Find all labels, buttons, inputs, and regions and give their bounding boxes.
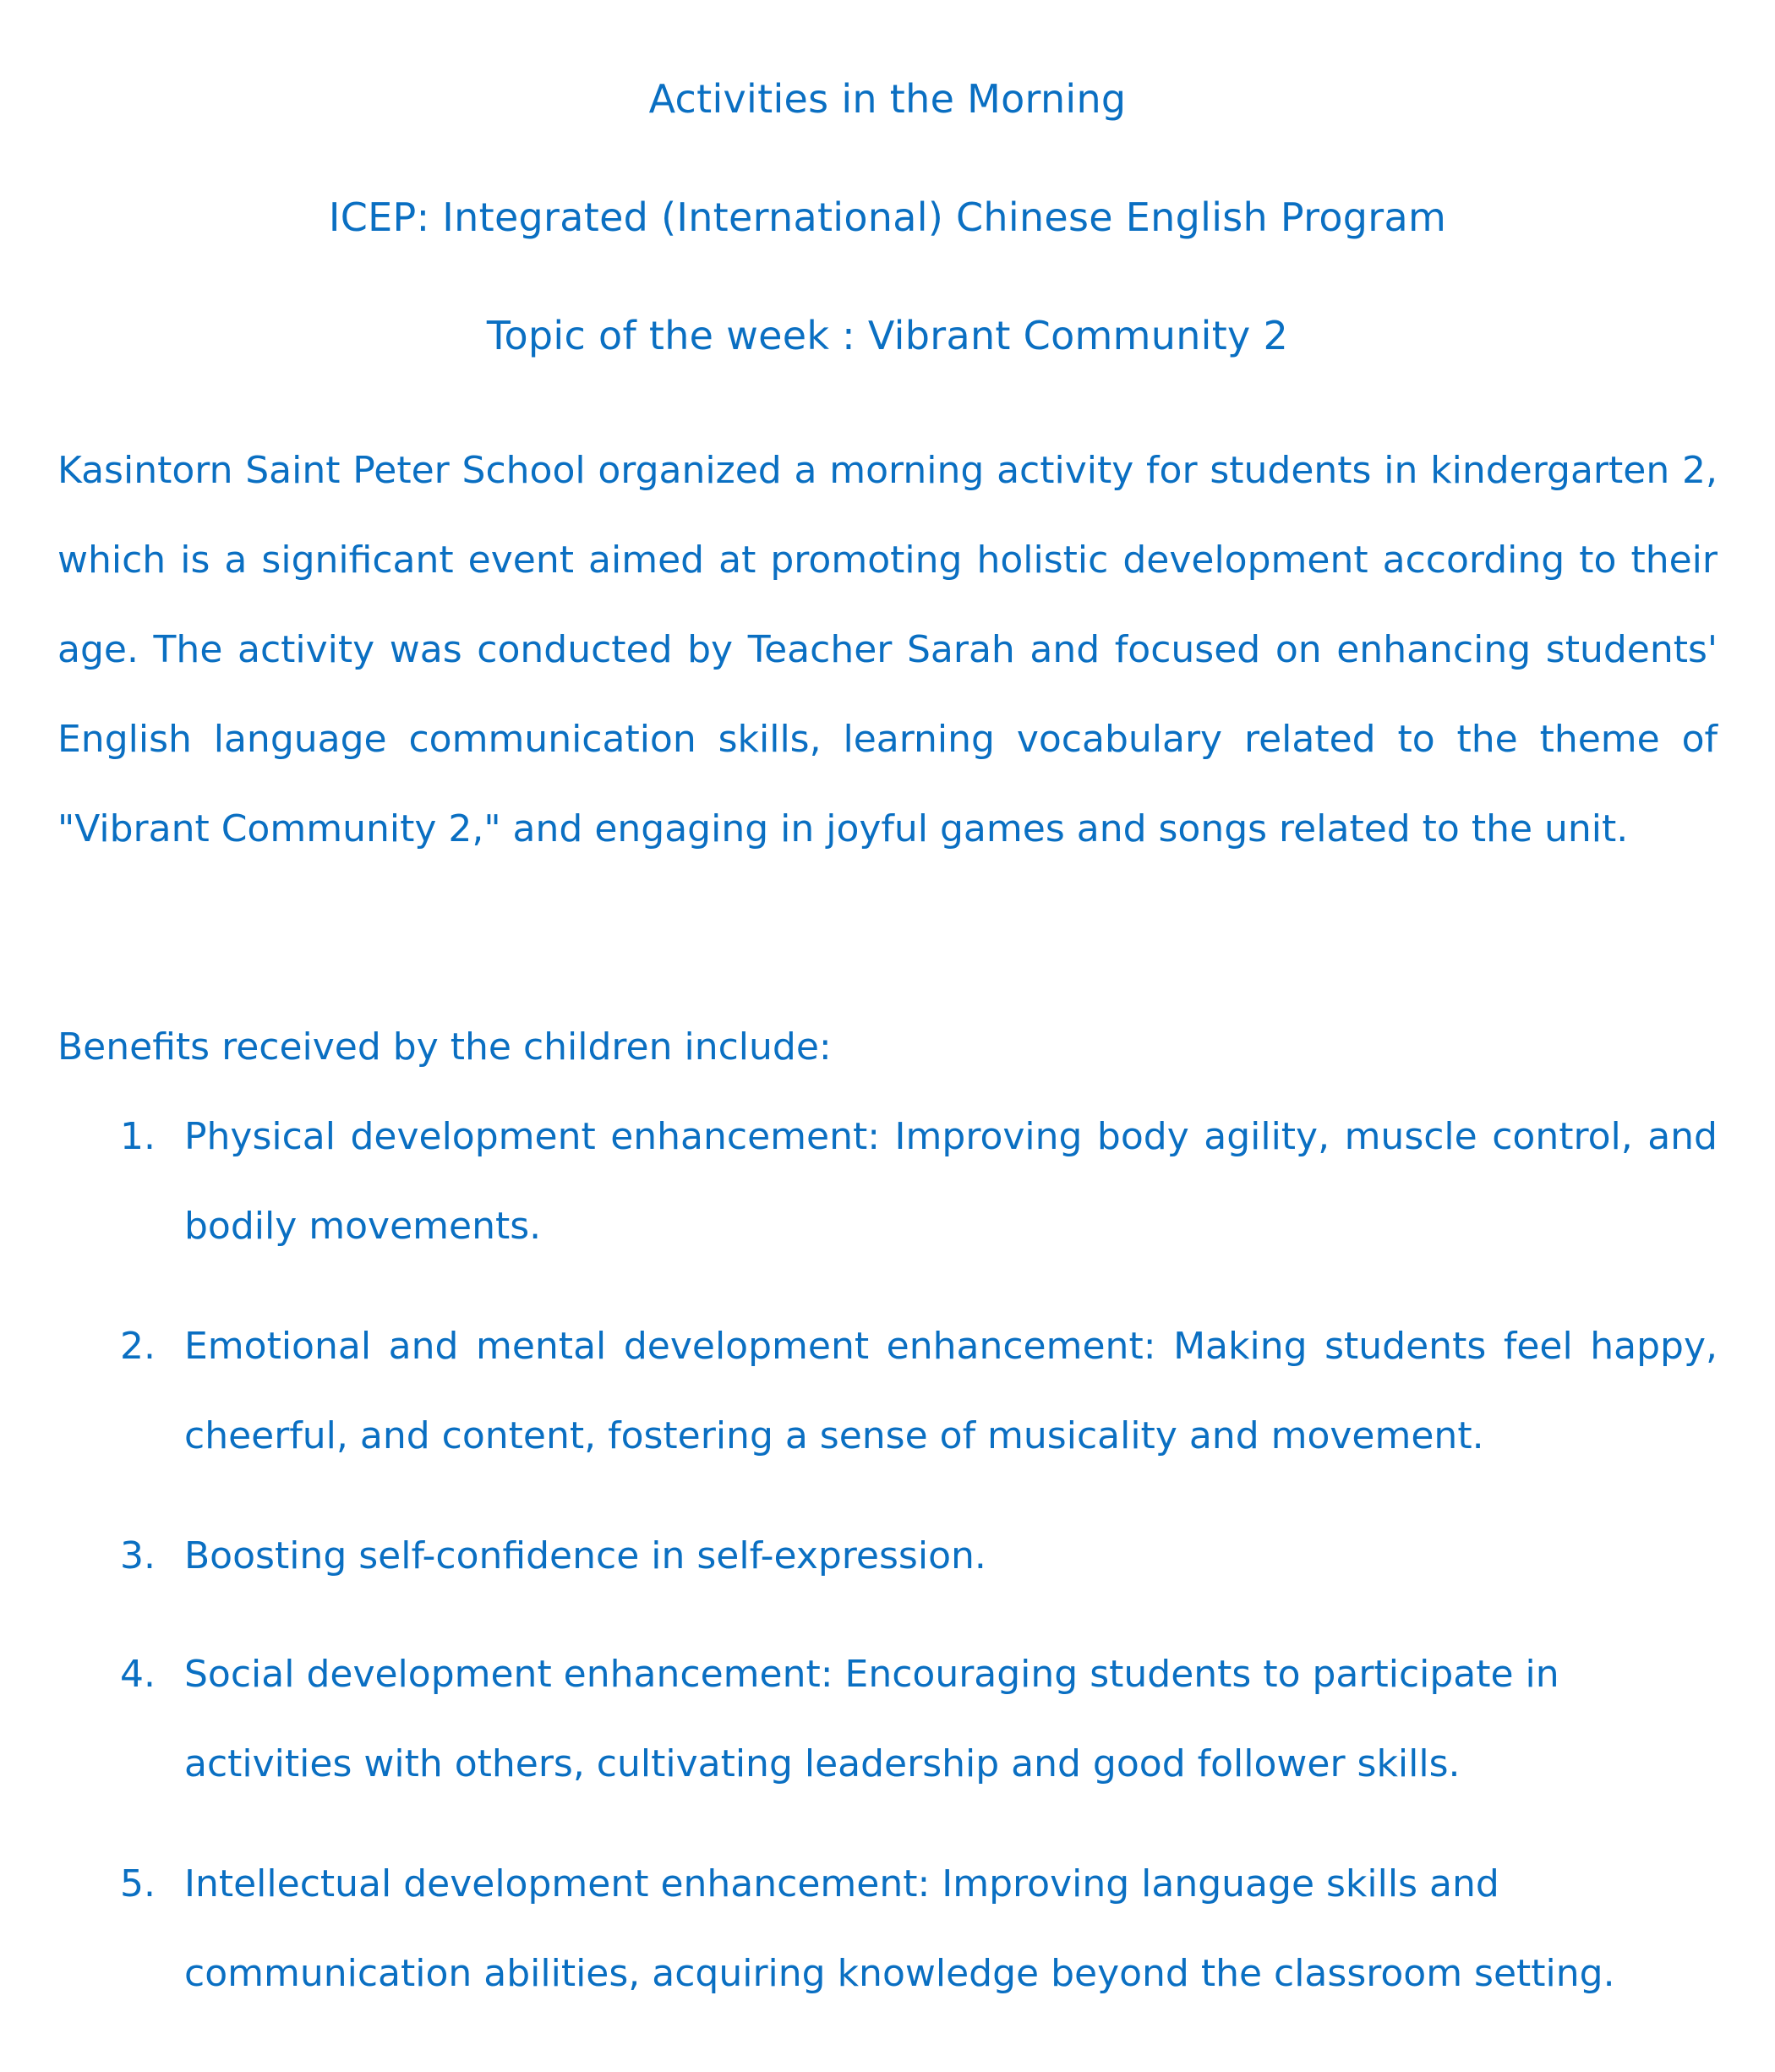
topic-heading: Topic of the week : Vibrant Community 2 <box>486 313 1289 358</box>
list-item-text: Intellectual development enhancement: Improving language skills and communication abilities, acquiring knowledge beyond the classroom setting. <box>184 1862 1615 1995</box>
list-item-number: 3. <box>120 1534 156 1577</box>
document-title: Activities in the Morning <box>648 76 1127 122</box>
list-item-text: Boosting self-confidence in self-expression. <box>184 1534 986 1577</box>
list-item-number: 5. <box>120 1862 156 1905</box>
benefits-intro: Benefits received by the children include: <box>57 1025 832 1069</box>
list-item-number: 4. <box>120 1653 156 1696</box>
list-item-text: Physical development enhancement: Improving body agility, muscle control, and bodily movements. <box>184 1115 1718 1248</box>
list-item-number: 2. <box>120 1325 156 1368</box>
program-heading: ICEP: Integrated (International) Chinese English Program <box>328 194 1447 240</box>
intro-paragraph: Kasintorn Saint Peter School organized a morning activity for students in kindergarten 2, which is a significant event aimed at promoting holistic development according to their age. The activity was conducted by Teacher Sarah and focused on enhancing students' English language communication skills, learning vocabulary related to the theme of "Vibrant Community 2," and engaging in joyful games and songs related to the unit. <box>57 449 1718 850</box>
list-item-text: Emotional and mental development enhancement: Making students feel happy, cheerful, and content, fostering a sense of musicality and movement. <box>184 1325 1718 1457</box>
list-item-text: Social development enhancement: Encouraging students to participate in activities with others, cultivating leadership and good follower skills. <box>184 1653 1559 1785</box>
list-item-number: 1. <box>120 1115 156 1158</box>
